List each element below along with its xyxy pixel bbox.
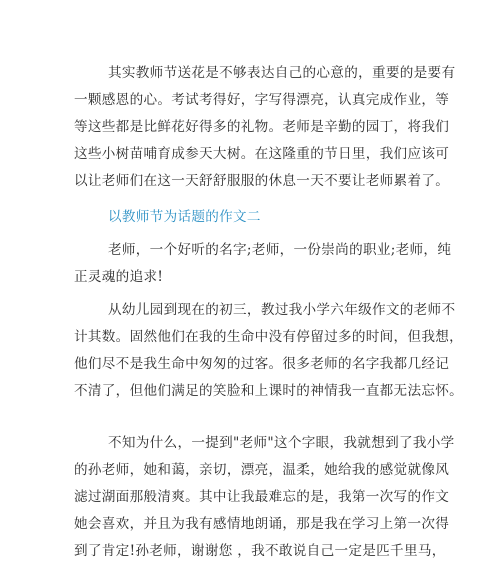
text-line: 从幼儿园到现在的初三，教过我小学六年级作文的老师不	[108, 302, 456, 318]
text-line: 计其数。固然他们在我的生命中没有停留过多的时间，但我想，	[74, 329, 464, 345]
text-line: 不知为什么，一提到"老师"这个字眼，我就想到了我小学	[108, 435, 455, 451]
text-line: 等这些都是比鲜花好得多的礼物。老师是辛勤的园丁，将我们	[74, 119, 450, 135]
paragraph-2	[74, 237, 452, 291]
text-line: 一颗感恩的心。考试考得好，字写得漂亮，认真完成作业，等	[74, 92, 450, 108]
text-line: 正灵魂的追求!	[74, 269, 164, 285]
paragraph-1	[74, 60, 456, 195]
paragraph-4	[74, 430, 455, 565]
text-line: 以让老师们在这一天舒舒服服的休息一天不要让老师累着了。	[74, 173, 450, 189]
text-line: 其实教师节送花是不够表达自己的心意的，重要的是要有	[108, 65, 456, 81]
text-line: 他们尽不是我生命中匆匆的过客。很多老师的名字我都几经记	[74, 356, 450, 372]
paragraph-3	[74, 297, 464, 405]
text-line: 不清了，但他们满足的笑脸和上课时的神情我一直都无法忘怀。	[74, 383, 464, 399]
text-line: 到了肯定!孙老师，谢谢您 ，我不敢说自己一定是匹千里马，	[74, 543, 446, 559]
text-line: 的孙老师，她和蔼，亲切，漂亮，温柔，她给我的感觉就像风	[74, 462, 450, 478]
text-line: 她会喜欢，并且为我有感情地朗诵，那是我在学习上第一次得	[74, 516, 450, 532]
text-line: 老师，一个好听的名字;老师，一份崇尚的职业;老师，纯	[108, 242, 452, 258]
text-line: 这些小树苗哺育成参天大树。在这隆重的节日里，我们应该可	[74, 146, 450, 162]
text-line: 滤过湖面那般清爽。其中让我最难忘的是，我第一次写的作文	[74, 489, 450, 505]
section-heading: 以教师节为话题的作文二	[108, 209, 261, 225]
